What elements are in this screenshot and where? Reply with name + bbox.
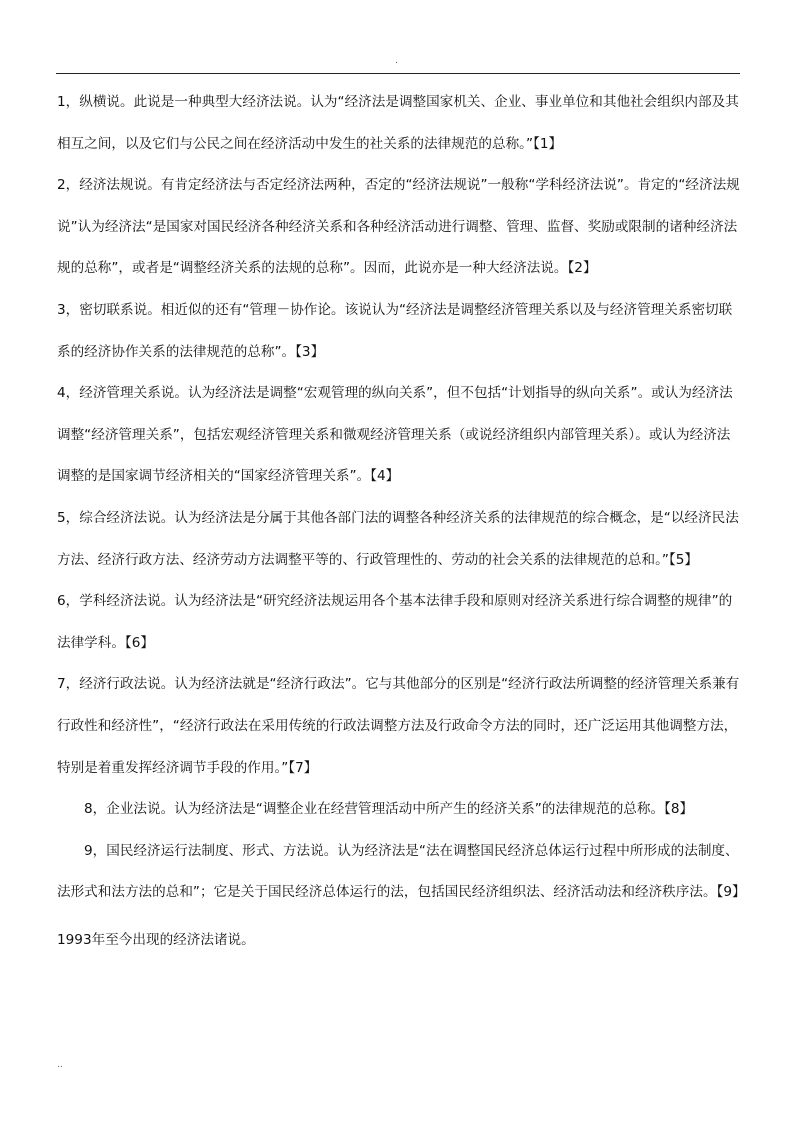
paragraph-1: 1，纵横说。此说是一种典型大经济法说。认为“经济法是调整国家机关、企业、事业单位和其他社会组织内部及其相互之间，以及它们与公民之间在经济活动中发生的社关系的法律规范的总称。”【1】 (57, 94, 739, 152)
paragraph-8: 8，企业法说。认为经济法是“调整企业在经营管理活动中所产生的经济关系”的法律规范的总称。【8】 (84, 801, 694, 818)
paragraph-3: 3，密切联系说。相近似的还有“管理－协作论。该说认为“经济法是调整经济管理关系以及与经济管理关系密切联系的经济协作关系的法律规范的总称”。【3】 (57, 301, 733, 360)
header-rule (56, 73, 740, 74)
paragraph-6: 6，学科经济法说。认为经济法是“研究经济法规运用各个基本法律手段和原则对经济关系进行综合调整的规律”的法律学科。【6】 (57, 593, 733, 651)
document-body (57, 82, 746, 955)
closing-line: 1993年至今出现的经济法诸说。 (57, 931, 255, 948)
paragraph-7: 7，经济行政法说。认为经济法就是“经济行政法”。它与其他部分的区别是“经济行政法所调整的经济管理关系兼有行政性和经济性”，“经济行政法在采用传统的行政法调整方法及行政命令方法的同时，还广泛运用其他调整方法，特别是着重发挥经济调节手段的作用。”【7】 (57, 676, 740, 776)
paragraph-4: 4，经济管理关系说。认为经济法是调整“宏观管理的纵向关系”，但不包括“计划指导的纵向关系”。或认为经济法调整“经济管理关系”，包括宏观经济管理关系和微观经济管理关系（或说经济组织内部管理关系）。或认为经济法调整的是国家调节经济相关的“国家经济管理关系”。【4】 (57, 385, 733, 485)
paragraph-2: 2，经济法规说。有肯定经济法与否定经济法两种，否定的“经济法规说”一般称“学科经济法说”。肯定的“经济法规说”认为经济法“是国家对国民经济各种经济关系和各种经济活动进行调整、管理、监督、奖励或限制的诸种经济法规的总称”，或者是“调整经济关系的法规的总称”。因而，此说亦是一种大经济法说。【2】 (57, 177, 740, 277)
footer-mark: .. (57, 1060, 63, 1070)
paragraph-9: 9，国民经济运行法制度、形式、方法说。认为经济法是“法在调整国民经济总体运行过程中所形成的法制度、法形式和法方法的总和”；它是关于国民经济总体运行的法，包括国民经济组织法、经济活动法和经济秩序法。【9】 (57, 842, 746, 901)
paragraph-5: 5，综合经济法说。认为经济法是分属于其他各部门法的调整各种经济关系的法律规范的综合概念，是“以经济民法方法、经济行政方法、经济劳动方法调整平等的、行政管理性的、劳动的社会关系的法律规范的总和。”【5】 (57, 509, 739, 568)
header-mark: . (395, 56, 398, 66)
